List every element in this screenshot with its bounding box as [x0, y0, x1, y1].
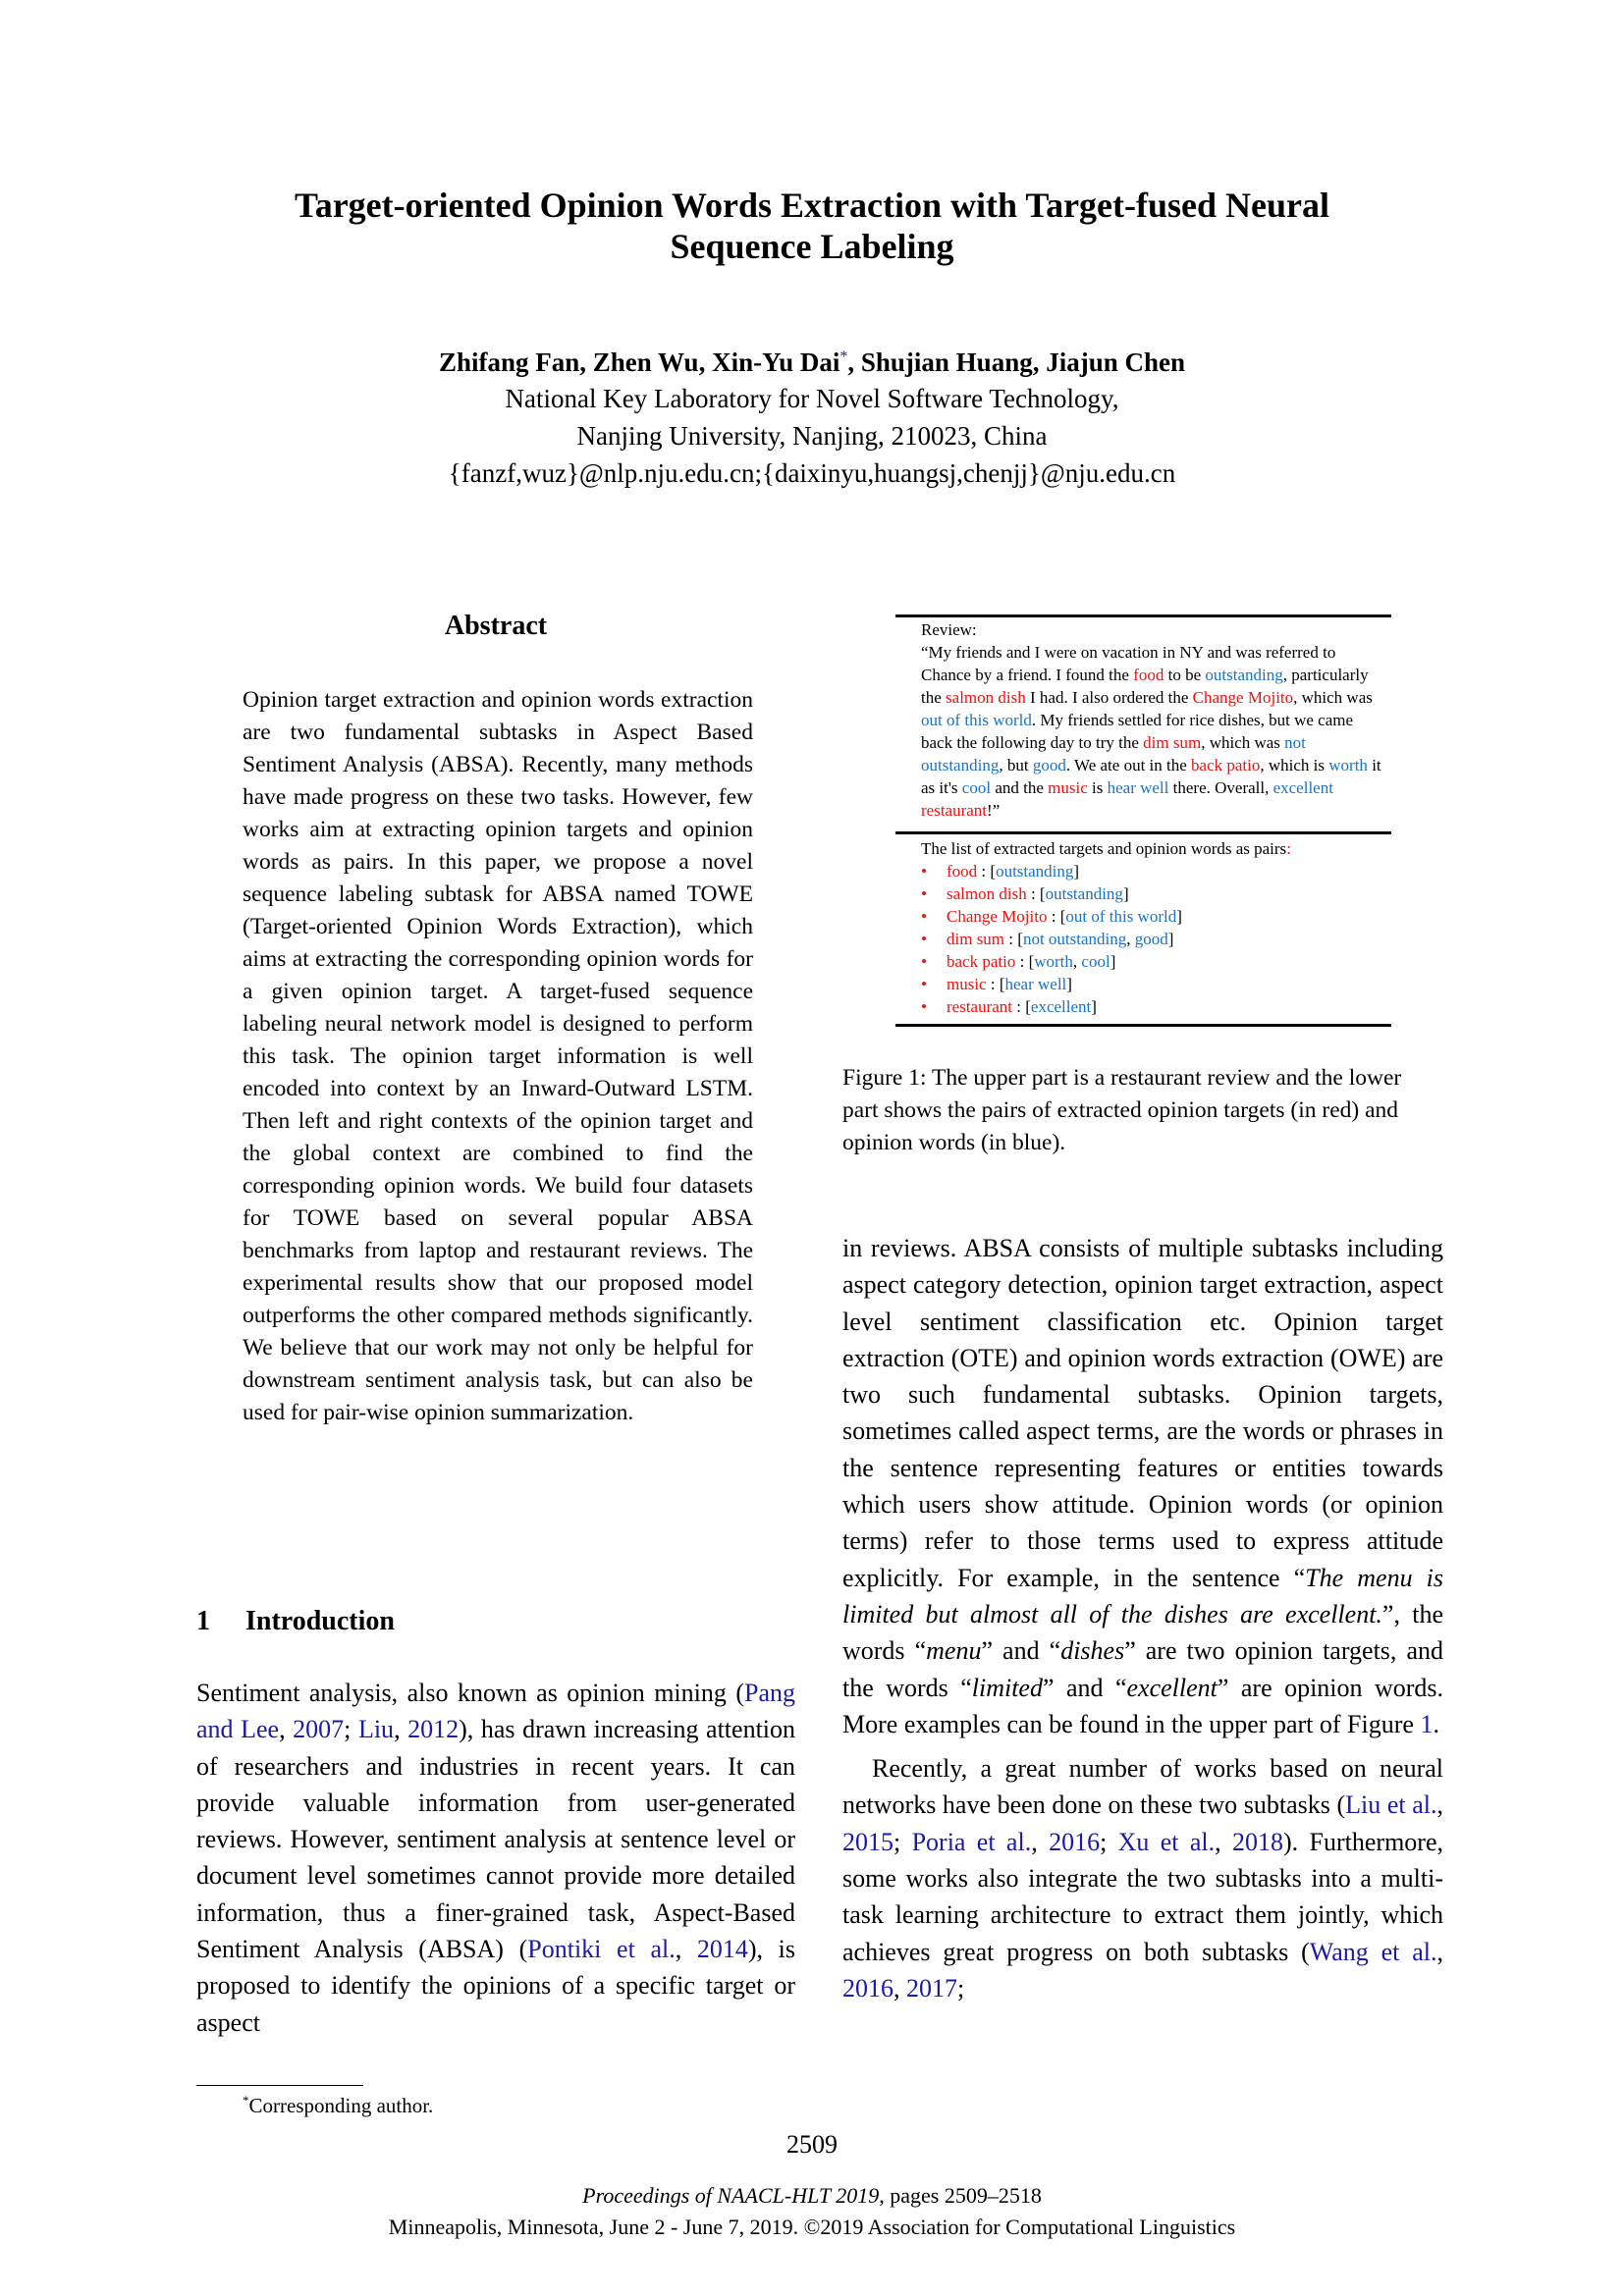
proceedings-pages: , pages 2509–2518	[879, 2183, 1042, 2208]
proceedings-title: Proceedings of NAACL-HLT 2019	[582, 2183, 880, 2208]
opinion-word: excellent	[1272, 778, 1333, 797]
review-text-run: , which was	[1293, 688, 1373, 707]
pair-item: • music : [hear well]	[921, 975, 1072, 993]
review-text-run: it as it's	[921, 756, 1381, 797]
authors-first: Zhifang Fan, Zhen Wu, Xin-Yu Dai	[438, 347, 840, 377]
text-run: ” are two opinion targets, and the words “	[842, 1636, 1444, 1702]
pair-opinion: outstanding	[1045, 884, 1123, 903]
pair-target: dim sum	[947, 930, 1005, 948]
bullet-icon: •	[921, 997, 927, 1016]
citation-link[interactable]: Liu	[357, 1715, 395, 1744]
bullet-icon: •	[921, 862, 927, 881]
example-word: excellent	[1126, 1673, 1218, 1702]
text-run: ,	[279, 1715, 294, 1744]
abstract-text: Opinion target extraction and opinion words extraction are two fundamental subtasks in Aspect Based Sentiment Analysis (ABSA). Recently, many methods have made progress on these two tasks. However, few works aim at extracting opinion targets and opinion words as pairs. In this paper, we propose a novel sequence labeling subtask for ABSA named TOWE (Target-oriented Opinion Words Extraction), which aims at extracting the corresponding opinion words for a given opinion target. A target-fused sequence labeling neural network model is designed to perform this task. The opinion target information is well encoded into context by an Inward-Outward LSTM. Then left and right contexts of the opinion target and the global context are combined to find the corresponding opinion words. We build four datasets for TOWE based on several popular ABSA benchmarks from laptop and restaurant reviews. The experimental results show that our proposed model outperforms the other compared methods significantly. We believe that our work may not only be helpful for downstream sentiment analysis task, but can also be used for pair-wise opinion summarization.	[243, 687, 753, 1425]
pair-target: music	[947, 975, 987, 993]
text-run: ). Furthermore, some works also integrate the two subtasks into a multi-task learning architecture to extract them jointly, which achieves great progress on both subtasks (	[842, 1827, 1443, 1966]
text-run: ”, the words “	[842, 1599, 1443, 1666]
citation-link[interactable]: 2012	[407, 1715, 460, 1744]
bullet-icon: •	[921, 975, 927, 993]
right-column-body	[842, 1230, 1443, 2006]
review-text-run: . We ate out in the	[1065, 756, 1192, 774]
figure-reference-link[interactable]: 1	[1420, 1709, 1434, 1738]
section-heading-introduction	[196, 1606, 395, 1637]
pair-opinion: not outstanding	[1022, 930, 1127, 948]
figure-pairs-box	[921, 837, 1382, 1018]
opinion-word: outstanding	[1205, 666, 1283, 684]
review-text-run: , which is	[1260, 756, 1329, 774]
text-run: ;	[344, 1715, 358, 1744]
footnote	[243, 2093, 433, 2118]
opinion-target: back patio	[1191, 756, 1261, 774]
opinion-word: hear well	[1107, 778, 1169, 797]
text-run: Sentiment analysis, also known as opinion mining (	[196, 1679, 744, 1707]
citation-link[interactable]: 2017	[906, 1973, 957, 2002]
text-run: ), has drawn increasing attention of researchers and industries in recent years. It can provide valuable information from user-generated reviews. However, sentiment analysis at sentence level or document level sometimes cannot provide more detailed information, thus a finer-grained task, Aspect-Based Sentiment Analysis (ABSA) (	[196, 1715, 796, 1964]
section-title: Introduction	[245, 1606, 395, 1636]
bullet-icon: •	[921, 930, 927, 948]
pair-item: • salmon dish : [outstanding]	[921, 884, 1129, 903]
pair-opinion: cool	[1081, 952, 1110, 971]
text-run: ;	[957, 1973, 965, 2002]
review-text-run: . My friends settled for rice dishes, but we came back the following day to try the	[921, 711, 1354, 752]
pair-item: • dim sum : [not outstanding, good]	[921, 930, 1174, 948]
pair-opinion: good	[1134, 930, 1168, 948]
text-run: ,	[675, 1935, 697, 1964]
citation-link[interactable]: Pontiki et al.	[527, 1935, 676, 1964]
citation-link[interactable]: Wang et al.	[1309, 1937, 1437, 1966]
pairs-heading	[921, 837, 1382, 860]
pair-item: • back patio : [worth, cool]	[921, 952, 1116, 971]
citation-link[interactable]: 2014	[696, 1935, 748, 1964]
pair-target: restaurant	[947, 997, 1013, 1016]
opinion-word: out of this world	[921, 711, 1032, 729]
review-text-run: there. Overall,	[1168, 778, 1273, 797]
opinion-word: good	[1032, 756, 1066, 774]
example-word: menu	[926, 1636, 982, 1666]
pair-item: • Change Mojito : [out of this world]	[921, 907, 1182, 926]
text-run: Recently, a great number of works based on neural networks have been done on these two subtasks (	[842, 1754, 1443, 1820]
opinion-target: music	[1048, 778, 1088, 797]
citation-link[interactable]: Pang and Lee	[196, 1679, 795, 1744]
citation-link[interactable]: 2016	[1049, 1827, 1101, 1856]
citation-link[interactable]: Xu et al.	[1117, 1827, 1216, 1856]
figure-top-rule	[895, 614, 1391, 617]
corresponding-author-mark[interactable]: *	[839, 348, 848, 365]
footnote-divider	[196, 2085, 363, 2086]
paper-title	[196, 185, 1428, 267]
example-word: dishes	[1060, 1636, 1125, 1666]
citation-link[interactable]: Liu et al.	[1345, 1790, 1437, 1820]
citation-link[interactable]: 2015	[842, 1827, 893, 1856]
review-text-run: , particularly the	[921, 666, 1369, 707]
title-line-2: Sequence Labeling	[670, 227, 954, 266]
bullet-icon: •	[921, 907, 927, 926]
pair-target: Change Mojito	[947, 907, 1048, 926]
figure-middle-rule	[895, 831, 1391, 834]
venue-copyright-line: Minneapolis, Minnesota, June 2 - June 7, 2019. ©2019 Association for Computational Linguistics	[388, 2215, 1236, 2239]
introduction-paragraph-2: Recently, a great number of works based on neural networks have been done on these two subtasks (Liu et al., 2015; Poria et al., 2016; Xu et al., 2018). Furthermore, some works also integrate the two subtasks into a multi-task learning architecture to extract them jointly, which achieves great progress on both subtasks (Wang et al., 2016, 2017;	[842, 1754, 1444, 2002]
abstract-heading: Abstract	[444, 611, 548, 641]
title-line-1: Target-oriented Opinion Words Extraction with Target-fused Neural	[294, 186, 1330, 225]
citation-link[interactable]: 2018	[1232, 1827, 1284, 1856]
proceedings-line	[0, 2183, 1624, 2209]
introduction-paragraph-1-continued	[842, 1230, 1443, 1742]
text-run: ” are opinion words. More examples can be found in the upper part of Figure	[842, 1673, 1444, 1738]
pair-opinion: out of this world	[1065, 907, 1177, 926]
opinion-word: worth	[1328, 756, 1368, 774]
footnote-text: Corresponding author.	[248, 2094, 434, 2117]
opinion-target: dim sum	[1143, 733, 1202, 752]
bullet-icon: •	[921, 884, 927, 903]
review-label: Review:	[921, 620, 977, 639]
pair-item: • restaurant : [excellent]	[921, 997, 1097, 1016]
introduction-paragraph-1	[196, 1675, 795, 2041]
author-list	[196, 339, 1428, 381]
footnote-mark: *	[243, 2093, 249, 2108]
text-run: in reviews. ABSA consists of multiple subtasks including aspect category detection, opinion target extraction, aspect level sentiment classification etc. Opinion target extraction (OTE) and opinion words extraction (OWE) are two such fundamental subtasks. Opinion targets, sometimes called aspect terms, are the words or phrases in the sentence representing features or entities towards which users show attitude. Opinion words (or opinion terms) refer to those terms used to express attitude explicitly. For example, in the sentence “	[842, 1234, 1443, 1592]
citation-link[interactable]: 2016	[842, 1973, 893, 2002]
affiliation-line-2: Nanjing University, Nanjing, 210023, China	[576, 421, 1048, 451]
affiliation-line-1: National Key Laboratory for Novel Software Technology,	[505, 384, 1119, 413]
pair-item: • food : [outstanding]	[921, 862, 1080, 881]
pairs-heading-colon: :	[1286, 839, 1291, 858]
authors-rest: , Shujian Huang, Jiajun Chen	[847, 347, 1186, 377]
pair-opinion: excellent	[1030, 997, 1092, 1016]
opinion-target: Change Mojito	[1192, 688, 1294, 707]
review-text-run: “My friends and I were on vacation in NY and was referred to Chance by a friend. I found the	[921, 643, 1336, 684]
example-sentence: The menu is limited but almost all of the dishes are excellent.	[842, 1563, 1443, 1629]
review-text-run: , which was	[1201, 733, 1285, 752]
citation-link[interactable]: 2007	[293, 1715, 345, 1744]
pair-opinion: hear well	[1004, 975, 1067, 993]
review-text-run: , but	[999, 756, 1033, 774]
text-run: .	[1433, 1709, 1439, 1738]
figure-bottom-rule	[895, 1024, 1391, 1027]
opinion-target: salmon dish	[946, 688, 1026, 707]
text-run: ” and “	[981, 1636, 1061, 1666]
opinion-word: cool	[961, 778, 992, 797]
figure-caption: Figure 1: The upper part is a restaurant review and the lower part shows the pairs of extracted opinion targets (in red) and opinion words (in blue).	[842, 1065, 1402, 1155]
pairs-heading-text: The list of extracted targets and opinion words as pairs	[921, 839, 1287, 858]
review-text-run: !”	[987, 801, 1001, 820]
review-text	[921, 641, 1382, 822]
example-word: limited	[971, 1673, 1043, 1702]
text-run: ” and “	[1042, 1673, 1127, 1702]
review-text-run: is	[1087, 778, 1108, 797]
page-number: 2509	[786, 2130, 838, 2159]
bullet-icon: •	[921, 952, 927, 971]
pair-opinion: worth	[1034, 952, 1073, 971]
pair-opinion: outstanding	[996, 862, 1074, 881]
pairs-list	[921, 860, 1382, 1018]
author-emails: {fanzf,wuz}@nlp.nju.edu.cn;{daixinyu,huangsj,chenjj}@nju.edu.cn	[448, 458, 1176, 488]
opinion-target: restaurant	[921, 801, 988, 820]
citation-link[interactable]: Poria et al.	[911, 1827, 1032, 1856]
review-text-run: I had. I also ordered the	[1025, 688, 1193, 707]
section-number: 1	[196, 1606, 210, 1636]
review-text-run: and the	[991, 778, 1049, 797]
opinion-word: not outstanding	[921, 733, 1306, 774]
text-run: ), is proposed to identify the opinions of a specific target or aspect	[196, 1935, 795, 2037]
affiliation	[196, 380, 1428, 492]
review-text-run: to be	[1164, 666, 1206, 684]
pair-target: food	[947, 862, 978, 881]
text-run: ,	[394, 1715, 408, 1744]
opinion-target: food	[1133, 666, 1164, 684]
figure-review-box	[921, 618, 1382, 822]
pair-target: back patio	[947, 952, 1016, 971]
pair-target: salmon dish	[947, 884, 1027, 903]
